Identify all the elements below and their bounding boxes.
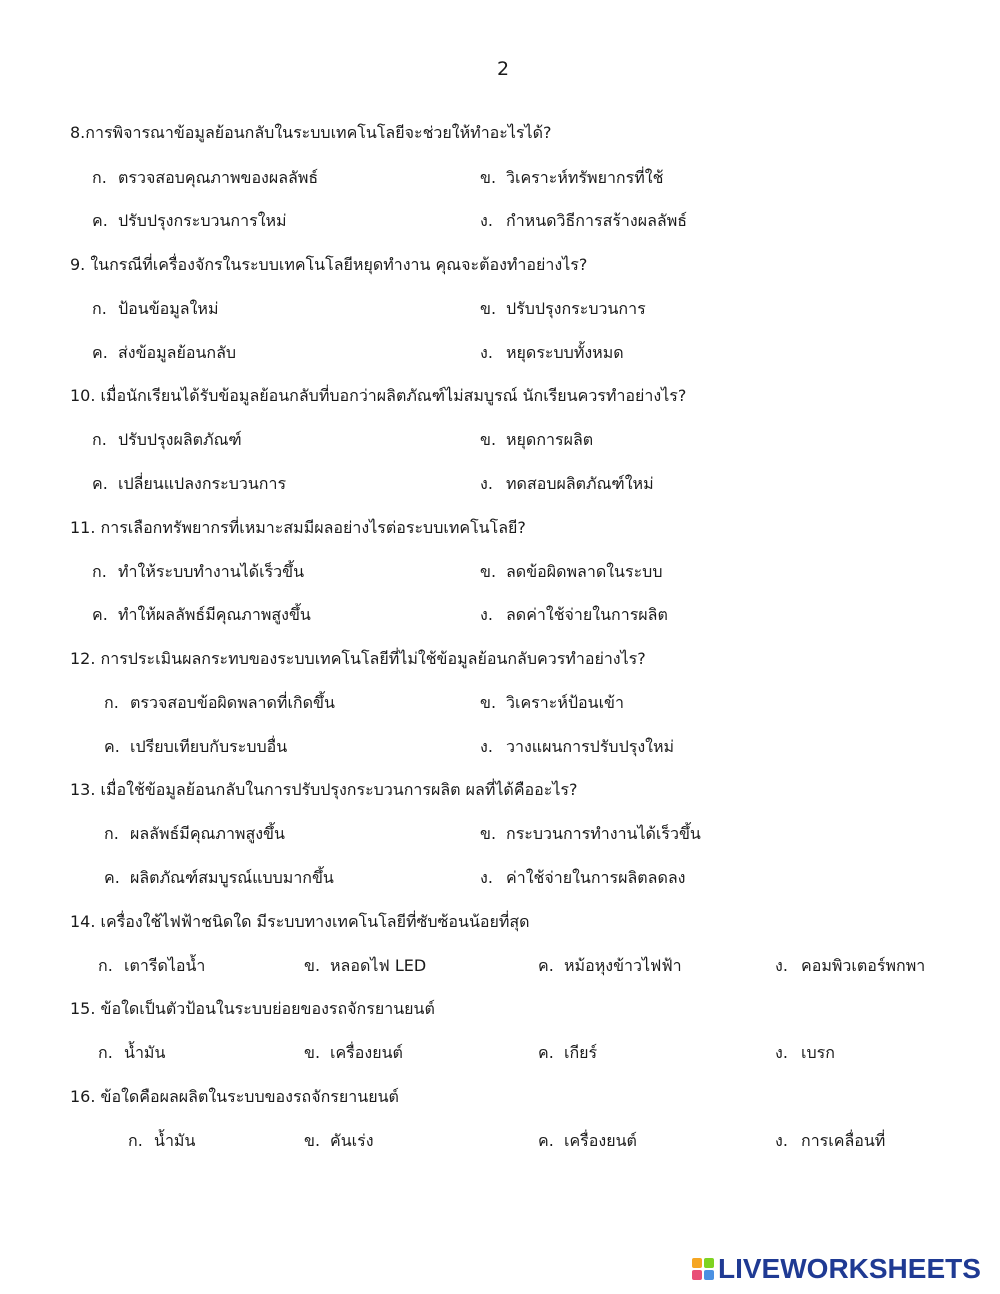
q11-option-d[interactable] (480, 603, 668, 628)
q12-option-a[interactable] (104, 691, 335, 716)
option-text: หยุดระบบทั้งหมด (506, 343, 624, 362)
q14-option-b[interactable] (304, 954, 426, 979)
q10-option-b[interactable] (480, 428, 593, 453)
q16-option-a[interactable] (128, 1129, 195, 1154)
option-letter: ง. (480, 868, 493, 887)
option-letter: ง. (480, 211, 493, 230)
option-letter: ค. (104, 868, 120, 887)
option-text: เครื่องยนต์ (330, 1043, 403, 1062)
option-letter: ก. (92, 562, 107, 581)
q14-option-a[interactable] (98, 954, 205, 979)
q9-option-a[interactable] (92, 297, 219, 322)
q10-option-d[interactable] (480, 472, 654, 497)
option-letter: ข. (480, 562, 497, 581)
option-text: เครื่องยนต์ (564, 1131, 637, 1150)
option-text: ป้อนข้อมูลใหม่ (118, 299, 219, 318)
q8-option-c[interactable] (92, 209, 287, 234)
q14-option-d[interactable] (775, 954, 925, 979)
q12-option-d[interactable] (480, 735, 674, 760)
option-text: วางแผนการปรับปรุงใหม่ (506, 737, 675, 756)
q12-option-c[interactable] (104, 735, 287, 760)
q9-option-c[interactable] (92, 341, 236, 366)
q13-option-a[interactable] (104, 822, 285, 847)
option-letter: ง. (480, 474, 493, 493)
option-text: ปรับปรุงกระบวนการ (506, 299, 646, 318)
option-letter: ค. (538, 1131, 554, 1150)
q15-option-b[interactable] (304, 1041, 403, 1066)
option-letter: ค. (92, 605, 108, 624)
logo-blocks-icon (692, 1258, 714, 1280)
option-letter: ข. (480, 430, 497, 449)
option-letter: ค. (92, 474, 108, 493)
option-text: ตรวจสอบข้อผิดพลาดที่เกิดขึ้น (130, 693, 335, 712)
q9-option-b[interactable] (480, 297, 646, 322)
option-text: ผลิตภัณฑ์สมบูรณ์แบบมากขึ้น (130, 868, 334, 887)
q10-option-c[interactable] (92, 472, 286, 497)
option-text: ส่งข้อมูลย้อนกลับ (118, 343, 237, 362)
logo-block (704, 1270, 714, 1280)
option-text: กระบวนการทำงานได้เร็วขึ้น (506, 824, 701, 843)
question-13: 13. เมื่อใช้ข้อมูลย้อนกลับในการปรับปรุงกระบวนการผลิต ผลที่ได้คืออะไร? (70, 780, 578, 799)
option-text: หลอดไฟ LED (330, 956, 427, 975)
q11-option-b[interactable] (480, 560, 662, 585)
option-text: กำหนดวิธีการสร้างผลลัพธ์ (506, 211, 688, 230)
option-letter: ข. (304, 1131, 321, 1150)
option-letter: ก. (92, 168, 107, 187)
question-10: 10. เมื่อนักเรียนได้รับข้อมูลย้อนกลับที่บอกว่าผลิตภัณฑ์ไม่สมบูรณ์ นักเรียนควรทำอย่างไร? (70, 386, 687, 405)
question-8: 8.การพิจารณาข้อมูลย้อนกลับในระบบเทคโนโลยีจะช่วยให้ทำอะไรได้? (70, 123, 552, 142)
option-letter: ง. (480, 343, 493, 362)
option-text: เกียร์ (564, 1043, 598, 1062)
option-text: คันเร่ง (330, 1131, 374, 1150)
option-letter: ข. (304, 956, 321, 975)
q16-option-c[interactable] (538, 1129, 637, 1154)
q11-option-c[interactable] (92, 603, 311, 628)
option-text: หม้อหุงข้าวไฟฟ้า (564, 956, 682, 975)
q14-option-c[interactable] (538, 954, 682, 979)
option-text: เตารีดไอน้ำ (124, 956, 206, 975)
option-text: น้ำมัน (154, 1131, 196, 1150)
question-16: 16. ข้อใดคือผลผลิตในระบบของรถจักรยานยนต์ (70, 1087, 399, 1106)
logo-block (692, 1270, 702, 1280)
logo-block (692, 1258, 702, 1268)
option-text: ลดค่าใช้จ่ายในการผลิต (506, 605, 668, 624)
q16-option-b[interactable] (304, 1129, 374, 1154)
option-letter: ง. (480, 605, 493, 624)
option-letter: ก. (104, 693, 119, 712)
option-letter: ค. (538, 1043, 554, 1062)
q15-option-a[interactable] (98, 1041, 165, 1066)
q11-option-a[interactable] (92, 560, 304, 585)
option-letter: ข. (480, 693, 497, 712)
option-text: ทำให้ผลลัพธ์มีคุณภาพสูงขึ้น (118, 605, 311, 624)
option-letter: ข. (480, 824, 497, 843)
option-letter: ง. (480, 737, 493, 756)
option-letter: ง. (775, 1131, 788, 1150)
question-15: 15. ข้อใดเป็นตัวป้อนในระบบย่อยของรถจักรยานยนต์ (70, 999, 435, 1018)
option-letter: ค. (538, 956, 554, 975)
logo-block (704, 1258, 714, 1268)
option-text: เปรียบเทียบกับระบบอื่น (130, 737, 288, 756)
q13-option-b[interactable] (480, 822, 701, 847)
option-text: เบรก (801, 1043, 835, 1062)
q10-option-a[interactable] (92, 428, 242, 453)
option-text: ตรวจสอบคุณภาพของผลลัพธ์ (118, 168, 319, 187)
option-letter: ก. (98, 956, 113, 975)
q13-option-c[interactable] (104, 866, 334, 891)
question-11: 11. การเลือกทรัพยากรที่เหมาะสมมีผลอย่างไรต่อระบบเทคโนโลยี? (70, 518, 526, 537)
option-letter: ข. (480, 168, 497, 187)
q8-option-b[interactable] (480, 166, 663, 191)
page-number: 2 (496, 58, 510, 80)
option-letter: ก. (128, 1131, 143, 1150)
option-text: ลดข้อผิดพลาดในระบบ (506, 562, 663, 581)
liveworksheets-logo[interactable] (692, 1254, 981, 1284)
brand-name: LIVEWORKSHEETS (718, 1253, 981, 1284)
option-text: วิเคราะห์ทรัพยากรที่ใช้ (506, 168, 664, 187)
option-text: คอมพิวเตอร์พกพา (801, 956, 926, 975)
q8-option-d[interactable] (480, 209, 687, 234)
question-12: 12. การประเมินผลกระทบของระบบเทคโนโลยีที่ไม่ใช้ข้อมูลย้อนกลับควรทำอย่างไร? (70, 649, 646, 668)
option-letter: ก. (92, 430, 107, 449)
q12-option-b[interactable] (480, 691, 624, 716)
option-text: น้ำมัน (124, 1043, 166, 1062)
option-letter: ก. (104, 824, 119, 843)
question-9: 9. ในกรณีที่เครื่องจักรในระบบเทคโนโลยีหยุดทำงาน คุณจะต้องทำอย่างไร? (70, 255, 588, 274)
option-letter: ก. (98, 1043, 113, 1062)
option-letter: ง. (775, 1043, 788, 1062)
q16-option-d[interactable] (775, 1129, 885, 1154)
option-letter: ข. (480, 299, 497, 318)
option-text: วิเคราะห์ป้อนเข้า (506, 693, 624, 712)
option-letter: ค. (104, 737, 120, 756)
q13-option-d[interactable] (480, 866, 686, 891)
option-letter: ค. (92, 211, 108, 230)
option-text: เปลี่ยนแปลงกระบวนการ (118, 474, 287, 493)
option-text: หยุดการผลิต (506, 430, 594, 449)
q9-option-d[interactable] (480, 341, 624, 366)
option-letter: ก. (92, 299, 107, 318)
option-text: ปรับปรุงผลิตภัณฑ์ (118, 430, 242, 449)
option-letter: ค. (92, 343, 108, 362)
option-text: ปรับปรุงกระบวนการใหม่ (118, 211, 287, 230)
q15-option-d[interactable] (775, 1041, 835, 1066)
question-14: 14. เครื่องใช้ไฟฟ้าชนิดใด มีระบบทางเทคโนโลยีที่ซับซ้อนน้อยที่สุด (70, 912, 530, 931)
option-letter: ข. (304, 1043, 321, 1062)
q15-option-c[interactable] (538, 1041, 597, 1066)
option-letter: ง. (775, 956, 788, 975)
option-text: ผลลัพธ์มีคุณภาพสูงขึ้น (130, 824, 285, 843)
option-text: ทำให้ระบบทำงานได้เร็วขึ้น (118, 562, 305, 581)
option-text: ทดสอบผลิตภัณฑ์ใหม่ (506, 474, 654, 493)
option-text: การเคลื่อนที่ (801, 1131, 886, 1150)
q8-option-a[interactable] (92, 166, 318, 191)
option-text: ค่าใช้จ่ายในการผลิตลดลง (506, 868, 686, 887)
